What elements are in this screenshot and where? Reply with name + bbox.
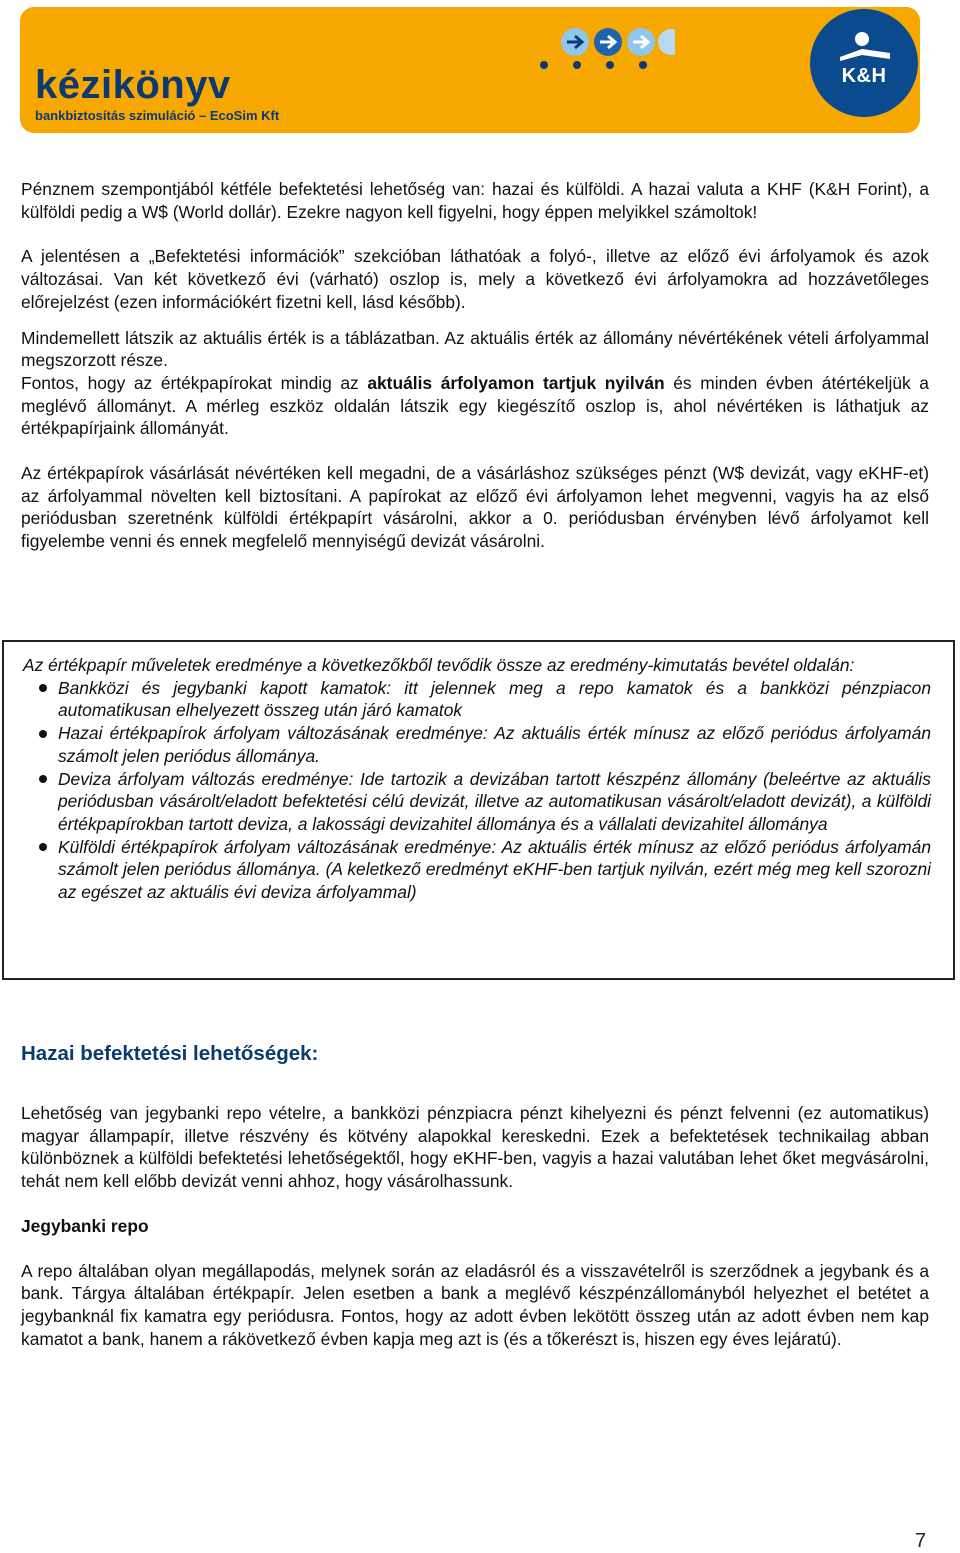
kh-logo (810, 7, 920, 133)
p4-text-after: és minden évben átértékeljük a meglévő állományt. A mérleg eszköz oldalán látszik egy kiegészítő oszlop is, ahol névértéken is láthatjuk az értékpapírjaink állományát. (21, 372, 929, 439)
logo-text: K&H (841, 65, 887, 87)
bullet-icon (39, 843, 47, 851)
arrow-decoration-icon (515, 25, 675, 75)
header-title: kézikönyv (35, 63, 231, 107)
p4-bold-text: aktuális árfolyamon tartjuk nyilván (367, 372, 665, 393)
list-item: Deviza árfolyam változás eredménye: Ide tartozik a devizában tartott készpénz állomány (beleértve az aktuális periódusban vásárolt/eladott befektetési célú devizát, illetve az automatikusan vásárolt/eladott devizát), a külföldi értékpapírokban tartott deviza, a lakossági devizahitel állománya és a vállalati devizahitel állománya (23, 768, 931, 836)
header-banner (20, 7, 920, 133)
subheading-jegybanki-repo: Jegybanki repo (21, 1215, 149, 1236)
domestic-section (21, 1102, 929, 1350)
section-paragraph-1: Lehetőség van jegybanki repo vételre, a bankközi pénzpiacra pénzt kihelyezni és pénzt felvenni (ez automatikus) magyar állampapír, illetve részvény és kötvény alapokkal kereskedni. Ezek a befektetések technikailag abban különböznek a külföldi befektetési lehetőségektől, hogy eKHF-ben, vagyis a hazai valutában lehet őket megvásárolni, tehát nem kell előbb devizát venni ahhoz, hogy vásárolhassunk. (21, 1103, 929, 1192)
section-heading: Hazai befektetési lehetőségek: (21, 1042, 319, 1065)
bullet-icon (39, 684, 47, 692)
bullet-icon (39, 730, 47, 738)
page-number: 7 (915, 1530, 927, 1552)
section-paragraph-2: A repo általában olyan megállapodás, melynek során az eladásról és a visszavételről is szerződnek a jegybank és a bank. Tárgya általában értékpapír. Jelen esetben a bank a meglévő készpénzállományból helyezhet el betétet a jegybanknál fix kamatra egy periódusra. Fontos, hogy az adott évben lekötött összeg után az adott évben nem kap kamatot a bank, hanem a rákövetkező évben kapja meg azt is (és a tőkerészt is, hiszen egy éves lejáratú). (21, 1260, 929, 1349)
intro-paragraph-2: A jelentésen a „Befektetési információk” szekcióban láthatóak a folyó-, illetve az előző évi árfolyamok és azok változásai. Van két következő évi (várható) oszlop is, mely a következő évi árfolyamokra ad hozzávetőleges előrejelzést (ezen információkért fizetni kell, lásd később). (21, 246, 929, 312)
list-item: Külföldi értékpapírok árfolyam változásának eredménye: Az aktuális érték mínusz az előző periódus árfolyamán számolt jelen periódus állománya. (A keletkező eredményt eKHF-ben tartjuk nyilván, ezért még meg kell szorozni az egészet az aktuális évi deviza árfolyammal) (23, 836, 931, 904)
intro-paragraph-1: Pénznem szempontjából kétféle befektetési lehetőség van: hazai és külföldi. A hazai valuta a KHF (K&H Forint), a külföldi pedig a W$ (World dollár). Ezekre nagyon kell figyelni, hogy éppen melyikkel számoltok! (21, 179, 929, 222)
intro-section (21, 178, 929, 553)
intro-paragraph-5: Az értékpapírok vásárlását névértéken kell megadni, de a vásárláshoz szükséges pénzt (W$ devizát, vagy eKHF-et) az árfolyammal növelten kell biztosítani. A papírokat az előző évi árfolyamon lehet megvenni, vagyis ha az első periódusban szeretnénk külföldi értékpapírt vásárolni, akkor a 0. periódusban érvényben lévő árfolyamot kell figyelembe venni és ennek megfelelő mennyiségű devizát vásárolni. (21, 463, 929, 552)
bullet-icon (39, 775, 47, 783)
list-item: Bankközi és jegybanki kapott kamatok: itt jelennek meg a repo kamatok és a bankközi pénzpiacon automatikusan elhelyezett összeg után járó kamatok (23, 677, 931, 722)
logo-circle (810, 9, 918, 117)
list-item: Hazai értékpapírok árfolyam változásának eredménye: Az aktuális érték mínusz az előző periódus árfolyamán számolt jelen periódus állománya. (23, 722, 931, 767)
box-list (23, 677, 931, 904)
intro-paragraph-3: Mindemellett látszik az aktuális érték is a táblázatban. Az aktuális érték az állomány névértékének vételi árfolyammal megszorzott része. (21, 327, 929, 371)
info-box (2, 640, 955, 980)
header-subtitle: bankbiztosítás szimuláció – EcoSim Kft (35, 108, 280, 123)
box-lead: Az értékpapír műveletek eredménye a következőkből tevődik össze az eredmény-kimutatás bevétel oldalán: (23, 655, 855, 675)
intro-paragraph-4 (21, 372, 929, 440)
kh-figure-icon (810, 9, 918, 69)
p4-text-before: Fontos, hogy az értékpapírokat mindig az (21, 372, 368, 393)
